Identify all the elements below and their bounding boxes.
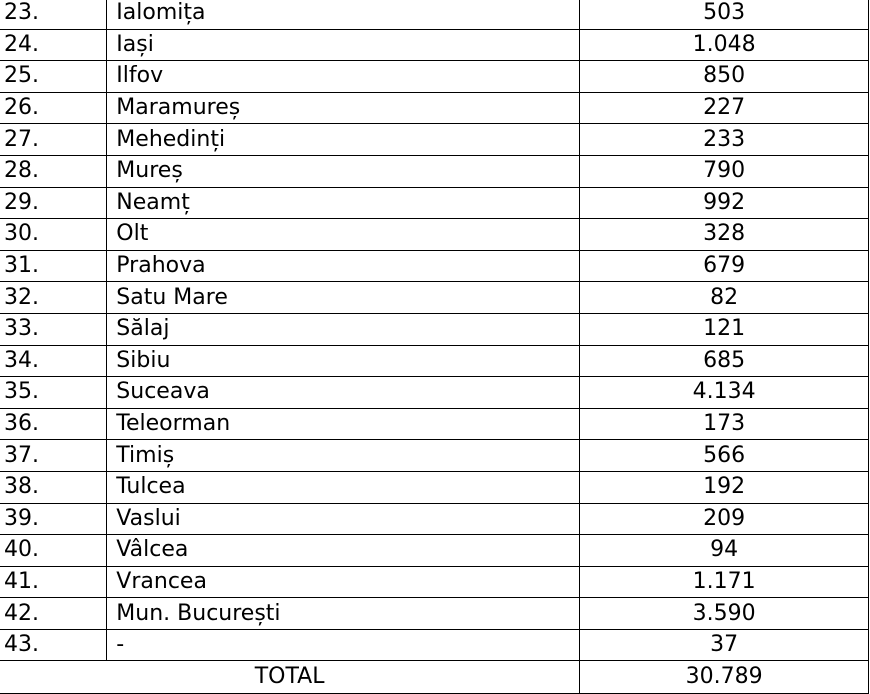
total-row [0,661,869,694]
row-value: 566 [580,440,869,472]
table-row [0,92,869,124]
row-number: 30. [0,219,107,251]
row-number: 37. [0,440,107,472]
row-number: 41. [0,566,107,598]
county-name: Mun. București [107,598,580,630]
row-number: 27. [0,124,107,156]
table-row [0,471,869,503]
row-number: 39. [0,503,107,535]
row-value: 173 [580,408,869,440]
row-value: 82 [580,282,869,314]
county-name: Sibiu [107,345,580,377]
table-row [0,250,869,282]
row-value: 3.590 [580,598,869,630]
row-value: 94 [580,535,869,567]
table-row [0,503,869,535]
table-row [0,29,869,61]
row-value: 992 [580,187,869,219]
row-number: 31. [0,250,107,282]
county-name: Prahova [107,250,580,282]
row-number: 33. [0,313,107,345]
row-number: 40. [0,535,107,567]
row-number: 28. [0,155,107,187]
table-row [0,155,869,187]
table-row [0,440,869,472]
table-row [0,598,869,630]
row-value: 850 [580,61,869,93]
table-row [0,282,869,314]
county-name: Neamț [107,187,580,219]
row-number: 32. [0,282,107,314]
row-value: 192 [580,471,869,503]
county-name: Maramureș [107,92,580,124]
county-name: Ialomița [107,0,580,29]
row-value: 227 [580,92,869,124]
row-number: 38. [0,471,107,503]
row-number: 35. [0,377,107,409]
row-value: 790 [580,155,869,187]
row-number: 23. [0,0,107,29]
county-name: Ilfov [107,61,580,93]
county-name: Iași [107,29,580,61]
county-name: Vâlcea [107,535,580,567]
table-row [0,313,869,345]
county-name: Suceava [107,377,580,409]
total-value: 30.789 [580,661,869,694]
row-number: 29. [0,187,107,219]
row-value: 1.171 [580,566,869,598]
row-value: 4.134 [580,377,869,409]
county-name: Mehedinți [107,124,580,156]
county-name: - [107,629,580,661]
row-value: 328 [580,219,869,251]
table-row [0,124,869,156]
table-row [0,377,869,409]
row-number: 26. [0,92,107,124]
row-value: 1.048 [580,29,869,61]
table-row [0,345,869,377]
row-value: 209 [580,503,869,535]
table-row [0,61,869,93]
table-row [0,629,869,661]
row-number: 25. [0,61,107,93]
row-number: 36. [0,408,107,440]
row-value: 37 [580,629,869,661]
table-row [0,408,869,440]
total-label: TOTAL [0,661,580,694]
county-name: Vaslui [107,503,580,535]
row-value: 503 [580,0,869,29]
row-value: 233 [580,124,869,156]
county-name: Olt [107,219,580,251]
row-number: 34. [0,345,107,377]
county-name: Mureș [107,155,580,187]
row-number: 43. [0,629,107,661]
table-row [0,566,869,598]
county-name: Teleorman [107,408,580,440]
county-name: Vrancea [107,566,580,598]
county-name: Tulcea [107,471,580,503]
row-number: 24. [0,29,107,61]
county-name: Sălaj [107,313,580,345]
table-row [0,187,869,219]
table-row [0,535,869,567]
county-name: Timiș [107,440,580,472]
row-value: 685 [580,345,869,377]
county-name: Satu Mare [107,282,580,314]
table-row [0,0,869,29]
row-number: 42. [0,598,107,630]
row-value: 121 [580,313,869,345]
row-value: 679 [580,250,869,282]
table-row [0,219,869,251]
